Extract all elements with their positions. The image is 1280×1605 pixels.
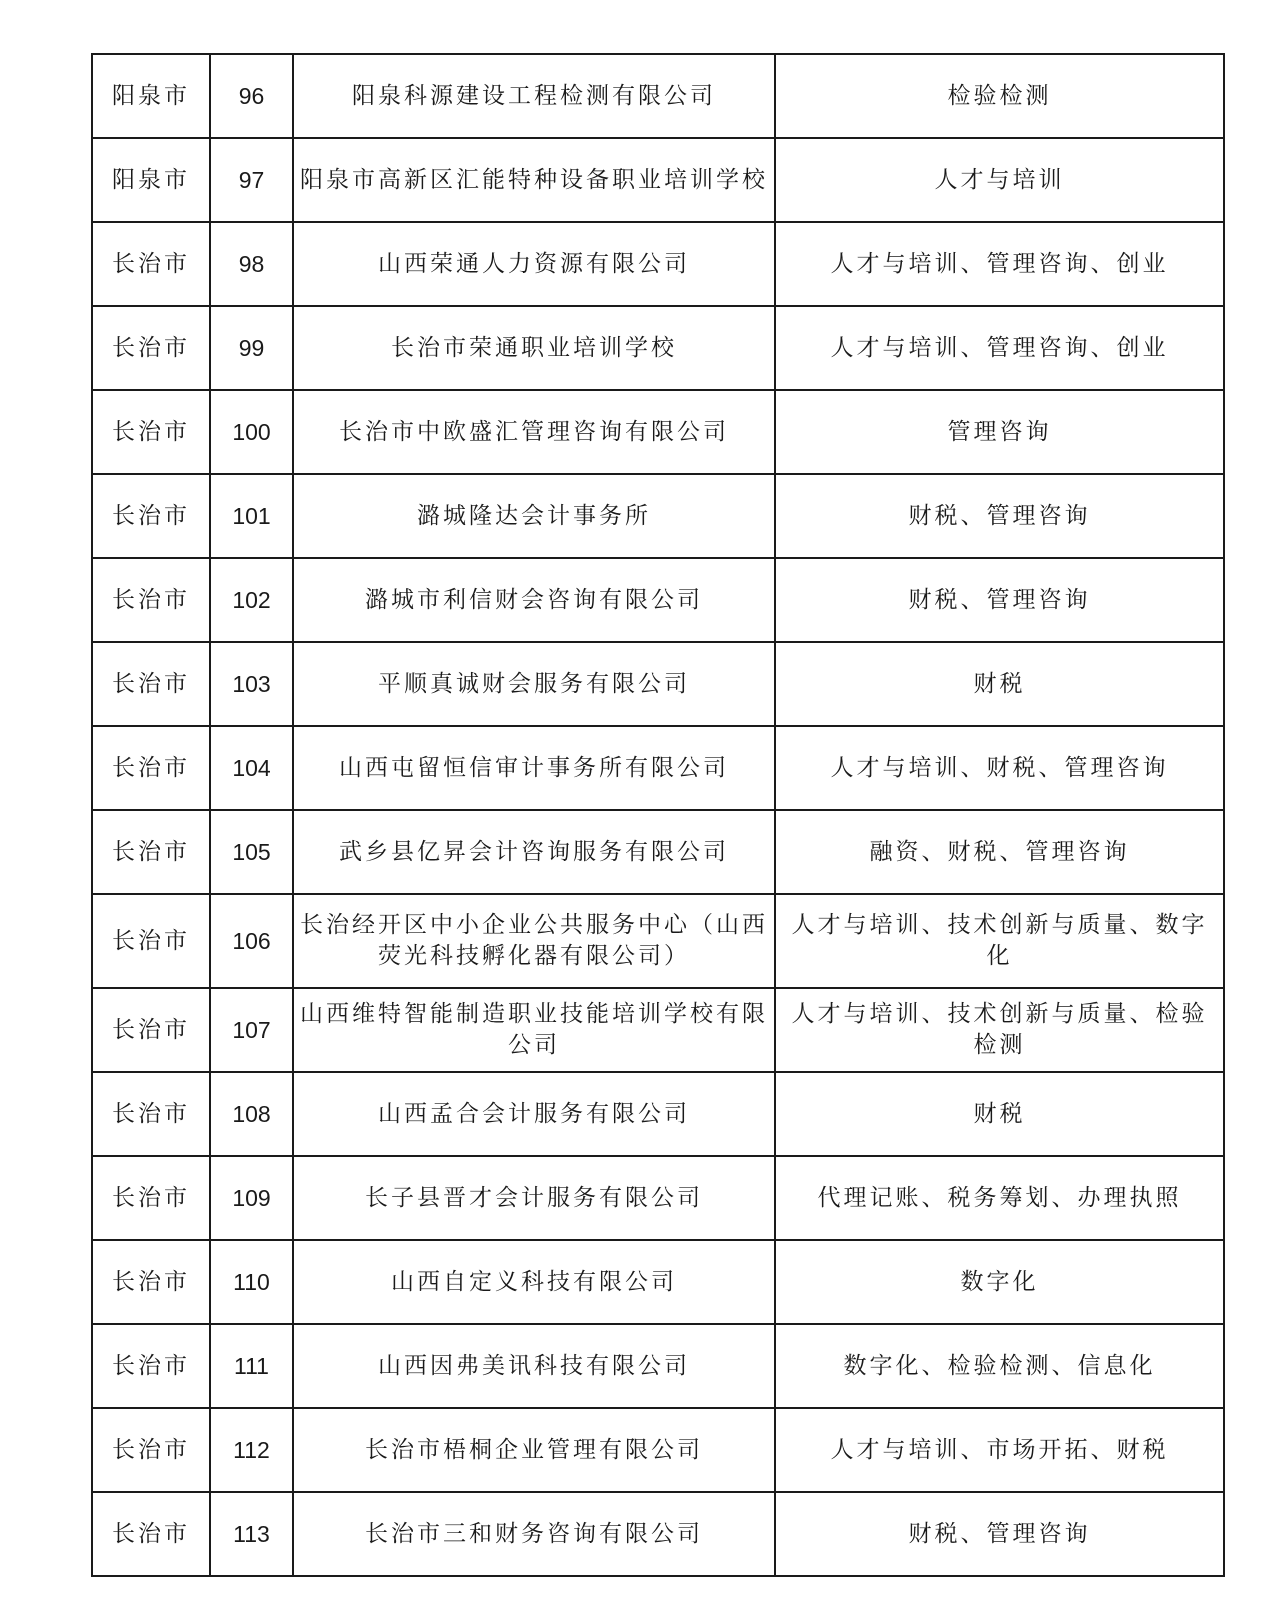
organization-cell: 平顺真诚财会服务有限公司 — [293, 642, 775, 726]
services-cell: 财税、管理咨询 — [775, 558, 1224, 642]
city-cell: 长治市 — [92, 474, 210, 558]
organization-cell: 山西维特智能制造职业技能培训学校有限公司 — [293, 988, 775, 1072]
table-row — [92, 1156, 1224, 1240]
services-cell: 管理咨询 — [775, 390, 1224, 474]
table-row — [92, 810, 1224, 894]
city-cell: 长治市 — [92, 558, 210, 642]
number-cell: 105 — [210, 810, 293, 894]
number-cell: 109 — [210, 1156, 293, 1240]
table-row — [92, 1408, 1224, 1492]
organization-cell: 山西屯留恒信审计事务所有限公司 — [293, 726, 775, 810]
city-cell: 长治市 — [92, 222, 210, 306]
table-row — [92, 894, 1224, 988]
table-row — [92, 222, 1224, 306]
services-cell: 融资、财税、管理咨询 — [775, 810, 1224, 894]
services-cell: 人才与培训、财税、管理咨询 — [775, 726, 1224, 810]
services-cell: 财税、管理咨询 — [775, 1492, 1224, 1576]
organization-cell: 长治经开区中小企业公共服务中心（山西荧光科技孵化器有限公司） — [293, 894, 775, 988]
city-cell: 阳泉市 — [92, 54, 210, 138]
table-row — [92, 558, 1224, 642]
service-provider-table-container — [91, 53, 1223, 1577]
services-cell: 财税、管理咨询 — [775, 474, 1224, 558]
organization-cell: 潞城隆达会计事务所 — [293, 474, 775, 558]
organization-cell: 山西孟合会计服务有限公司 — [293, 1072, 775, 1156]
organization-cell: 武乡县亿昇会计咨询服务有限公司 — [293, 810, 775, 894]
services-cell: 人才与培训、管理咨询、创业 — [775, 222, 1224, 306]
table-row — [92, 988, 1224, 1072]
organization-cell: 长治市中欧盛汇管理咨询有限公司 — [293, 390, 775, 474]
city-cell: 长治市 — [92, 1492, 210, 1576]
organization-cell: 长治市荣通职业培训学校 — [293, 306, 775, 390]
number-cell: 108 — [210, 1072, 293, 1156]
city-cell: 长治市 — [92, 810, 210, 894]
number-cell: 104 — [210, 726, 293, 810]
organization-cell: 阳泉市高新区汇能特种设备职业培训学校 — [293, 138, 775, 222]
services-cell: 财税 — [775, 642, 1224, 726]
number-cell: 98 — [210, 222, 293, 306]
services-cell: 检验检测 — [775, 54, 1224, 138]
services-cell: 财税 — [775, 1072, 1224, 1156]
table-row — [92, 1324, 1224, 1408]
number-cell: 102 — [210, 558, 293, 642]
number-cell: 107 — [210, 988, 293, 1072]
number-cell: 111 — [210, 1324, 293, 1408]
table-row — [92, 642, 1224, 726]
table-row — [92, 1492, 1224, 1576]
city-cell: 长治市 — [92, 894, 210, 988]
organization-cell: 长治市三和财务咨询有限公司 — [293, 1492, 775, 1576]
table-row — [92, 54, 1224, 138]
table-row — [92, 138, 1224, 222]
city-cell: 长治市 — [92, 1240, 210, 1324]
number-cell: 100 — [210, 390, 293, 474]
number-cell: 103 — [210, 642, 293, 726]
city-cell: 长治市 — [92, 1408, 210, 1492]
services-cell: 人才与培训、技术创新与质量、数字化 — [775, 894, 1224, 988]
city-cell: 长治市 — [92, 726, 210, 810]
city-cell: 阳泉市 — [92, 138, 210, 222]
services-cell: 人才与培训、市场开拓、财税 — [775, 1408, 1224, 1492]
services-cell: 人才与培训、管理咨询、创业 — [775, 306, 1224, 390]
organization-cell: 阳泉科源建设工程检测有限公司 — [293, 54, 775, 138]
services-cell: 代理记账、税务筹划、办理执照 — [775, 1156, 1224, 1240]
organization-cell: 山西荣通人力资源有限公司 — [293, 222, 775, 306]
number-cell: 113 — [210, 1492, 293, 1576]
number-cell: 99 — [210, 306, 293, 390]
table-row — [92, 1072, 1224, 1156]
organization-cell: 长子县晋才会计服务有限公司 — [293, 1156, 775, 1240]
number-cell: 101 — [210, 474, 293, 558]
services-cell: 数字化 — [775, 1240, 1224, 1324]
organization-cell: 潞城市利信财会咨询有限公司 — [293, 558, 775, 642]
table-row — [92, 726, 1224, 810]
city-cell: 长治市 — [92, 390, 210, 474]
services-cell: 数字化、检验检测、信息化 — [775, 1324, 1224, 1408]
number-cell: 96 — [210, 54, 293, 138]
city-cell: 长治市 — [92, 1156, 210, 1240]
table-row — [92, 390, 1224, 474]
table-row — [92, 306, 1224, 390]
table-row — [92, 1240, 1224, 1324]
city-cell: 长治市 — [92, 642, 210, 726]
number-cell: 110 — [210, 1240, 293, 1324]
city-cell: 长治市 — [92, 988, 210, 1072]
number-cell: 112 — [210, 1408, 293, 1492]
city-cell: 长治市 — [92, 1324, 210, 1408]
number-cell: 106 — [210, 894, 293, 988]
table-row — [92, 474, 1224, 558]
organization-cell: 山西自定义科技有限公司 — [293, 1240, 775, 1324]
service-provider-table — [91, 53, 1225, 1577]
services-cell: 人才与培训 — [775, 138, 1224, 222]
organization-cell: 山西因弗美讯科技有限公司 — [293, 1324, 775, 1408]
number-cell: 97 — [210, 138, 293, 222]
city-cell: 长治市 — [92, 1072, 210, 1156]
services-cell: 人才与培训、技术创新与质量、检验检测 — [775, 988, 1224, 1072]
organization-cell: 长治市梧桐企业管理有限公司 — [293, 1408, 775, 1492]
city-cell: 长治市 — [92, 306, 210, 390]
